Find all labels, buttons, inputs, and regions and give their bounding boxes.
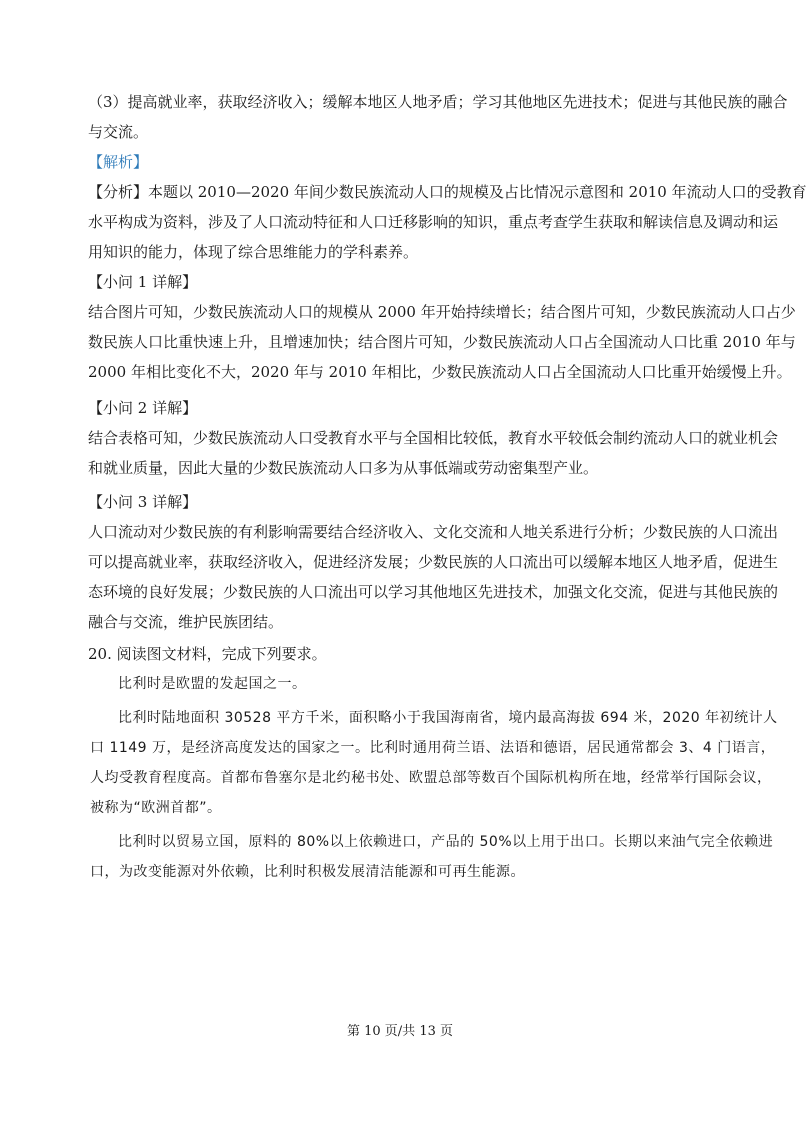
analysis-line-1: 【分析】本题以 2010—2020 年间少数民族流动人口的规模及占比情况示意图和 2010 年流动人口的受教育 (88, 183, 807, 201)
material-paragraph-2-line-4: 被称为“欧洲首都”。 (90, 800, 222, 816)
material-paragraph-3-line-2: 口，为改变能源对外依赖，比利时积极发展清洁能源和可再生能源。 (90, 864, 525, 880)
analysis-tag: 【解析】 (88, 153, 149, 171)
analysis-line-2: 水平构成为资料，涉及了人口流动特征和人口迁移影响的知识，重点考查学生获取和解读信息及调动和运 (88, 213, 779, 231)
detail-1-line-2: 数民族人口比重快速上升，且增速加快；结合图片可知，少数民族流动人口占全国流动人口比重 2010 年与 (88, 333, 796, 351)
detail-1-section (88, 271, 796, 383)
material-paragraph-3-line-1: 比利时以贸易立国，原料的 80%以上依赖进口，产品的 50%以上用于出口。长期以来油气完全依赖进 (118, 834, 774, 850)
detail-3-line-1: 人口流动对少数民族的有利影响需要结合经济收入、文化交流和人地关系进行分析；少数民族的人口流出 (88, 523, 779, 541)
material-paragraph-2-line-3: 人均受教育程度高。首都布鲁塞尔是北约秘书处、欧盟总部等数百个国际机构所在地，经常举行国际会议， (90, 770, 772, 786)
analysis-line-3: 用知识的能力，体现了综合思维能力的学科素养。 (88, 243, 419, 261)
page-footer (0, 1020, 800, 1039)
detail-3-heading: 【小问 3 详解】 (88, 493, 198, 511)
q20-title: 20. 阅读图文材料，完成下列要求。 (88, 645, 327, 663)
material-paragraph-2-line-2: 口 1149 万，是经济高度发达的国家之一。比利时通用荷兰语、法语和德语，居民通常都会 3、4 门语言， (90, 740, 776, 756)
detail-3-section (88, 491, 779, 633)
detail-2-heading: 【小问 2 详解】 (88, 399, 198, 417)
answer-3-line-2: 与交流。 (88, 123, 149, 141)
detail-2-section (88, 397, 779, 479)
q20-material (90, 673, 778, 883)
detail-3-line-2: 可以提高就业率，获取经济收入，促进经济发展；少数民族的人口流出可以缓解本地区人地矛盾，促进生 (88, 553, 779, 571)
detail-2-line-2: 和就业质量，因此大量的少数民族流动人口多为从事低端或劳动密集型产业。 (88, 459, 599, 477)
detail-3-line-3: 态环境的良好发展；少数民族的人口流出可以学习其他地区先进技术，加强文化交流，促进与其他民族的 (88, 583, 779, 601)
detail-2-line-1: 结合表格可知，少数民族流动人口受教育水平与全国相比较低，教育水平较低会制约流动人口的就业机会 (88, 429, 779, 447)
detail-3-line-4: 融合与交流，维护民族团结。 (88, 613, 284, 631)
q20-title-block (88, 643, 716, 665)
analysis-tag-block (88, 151, 716, 173)
answer-3-line-1: （3）提高就业率，获取经济收入；缓解本地区人地矛盾；学习其他地区先进技术；促进与其他民族的融合 (88, 93, 788, 111)
q19-answer-3 (88, 91, 788, 143)
material-paragraph-2-line-1: 比利时陆地面积 30528 平方千米，面积略小于我国海南省，境内最高海拔 694 米，2020 年初统计人 (118, 710, 778, 726)
detail-1-heading: 【小问 1 详解】 (88, 273, 198, 291)
material-paragraph-1: 比利时是欧盟的发起国之一。 (118, 676, 307, 692)
page-number: 第 10 页/共 13 页 (347, 1024, 453, 1039)
detail-1-line-3: 2000 年相比变化不大，2020 年与 2010 年相比，少数民族流动人口占全国流动人口比重开始缓慢上升。 (88, 363, 792, 381)
detail-1-line-1: 结合图片可知，少数民族流动人口的规模从 2000 年开始持续增长；结合图片可知，少数民族流动人口占少 (88, 303, 796, 321)
analysis-section (88, 181, 807, 263)
